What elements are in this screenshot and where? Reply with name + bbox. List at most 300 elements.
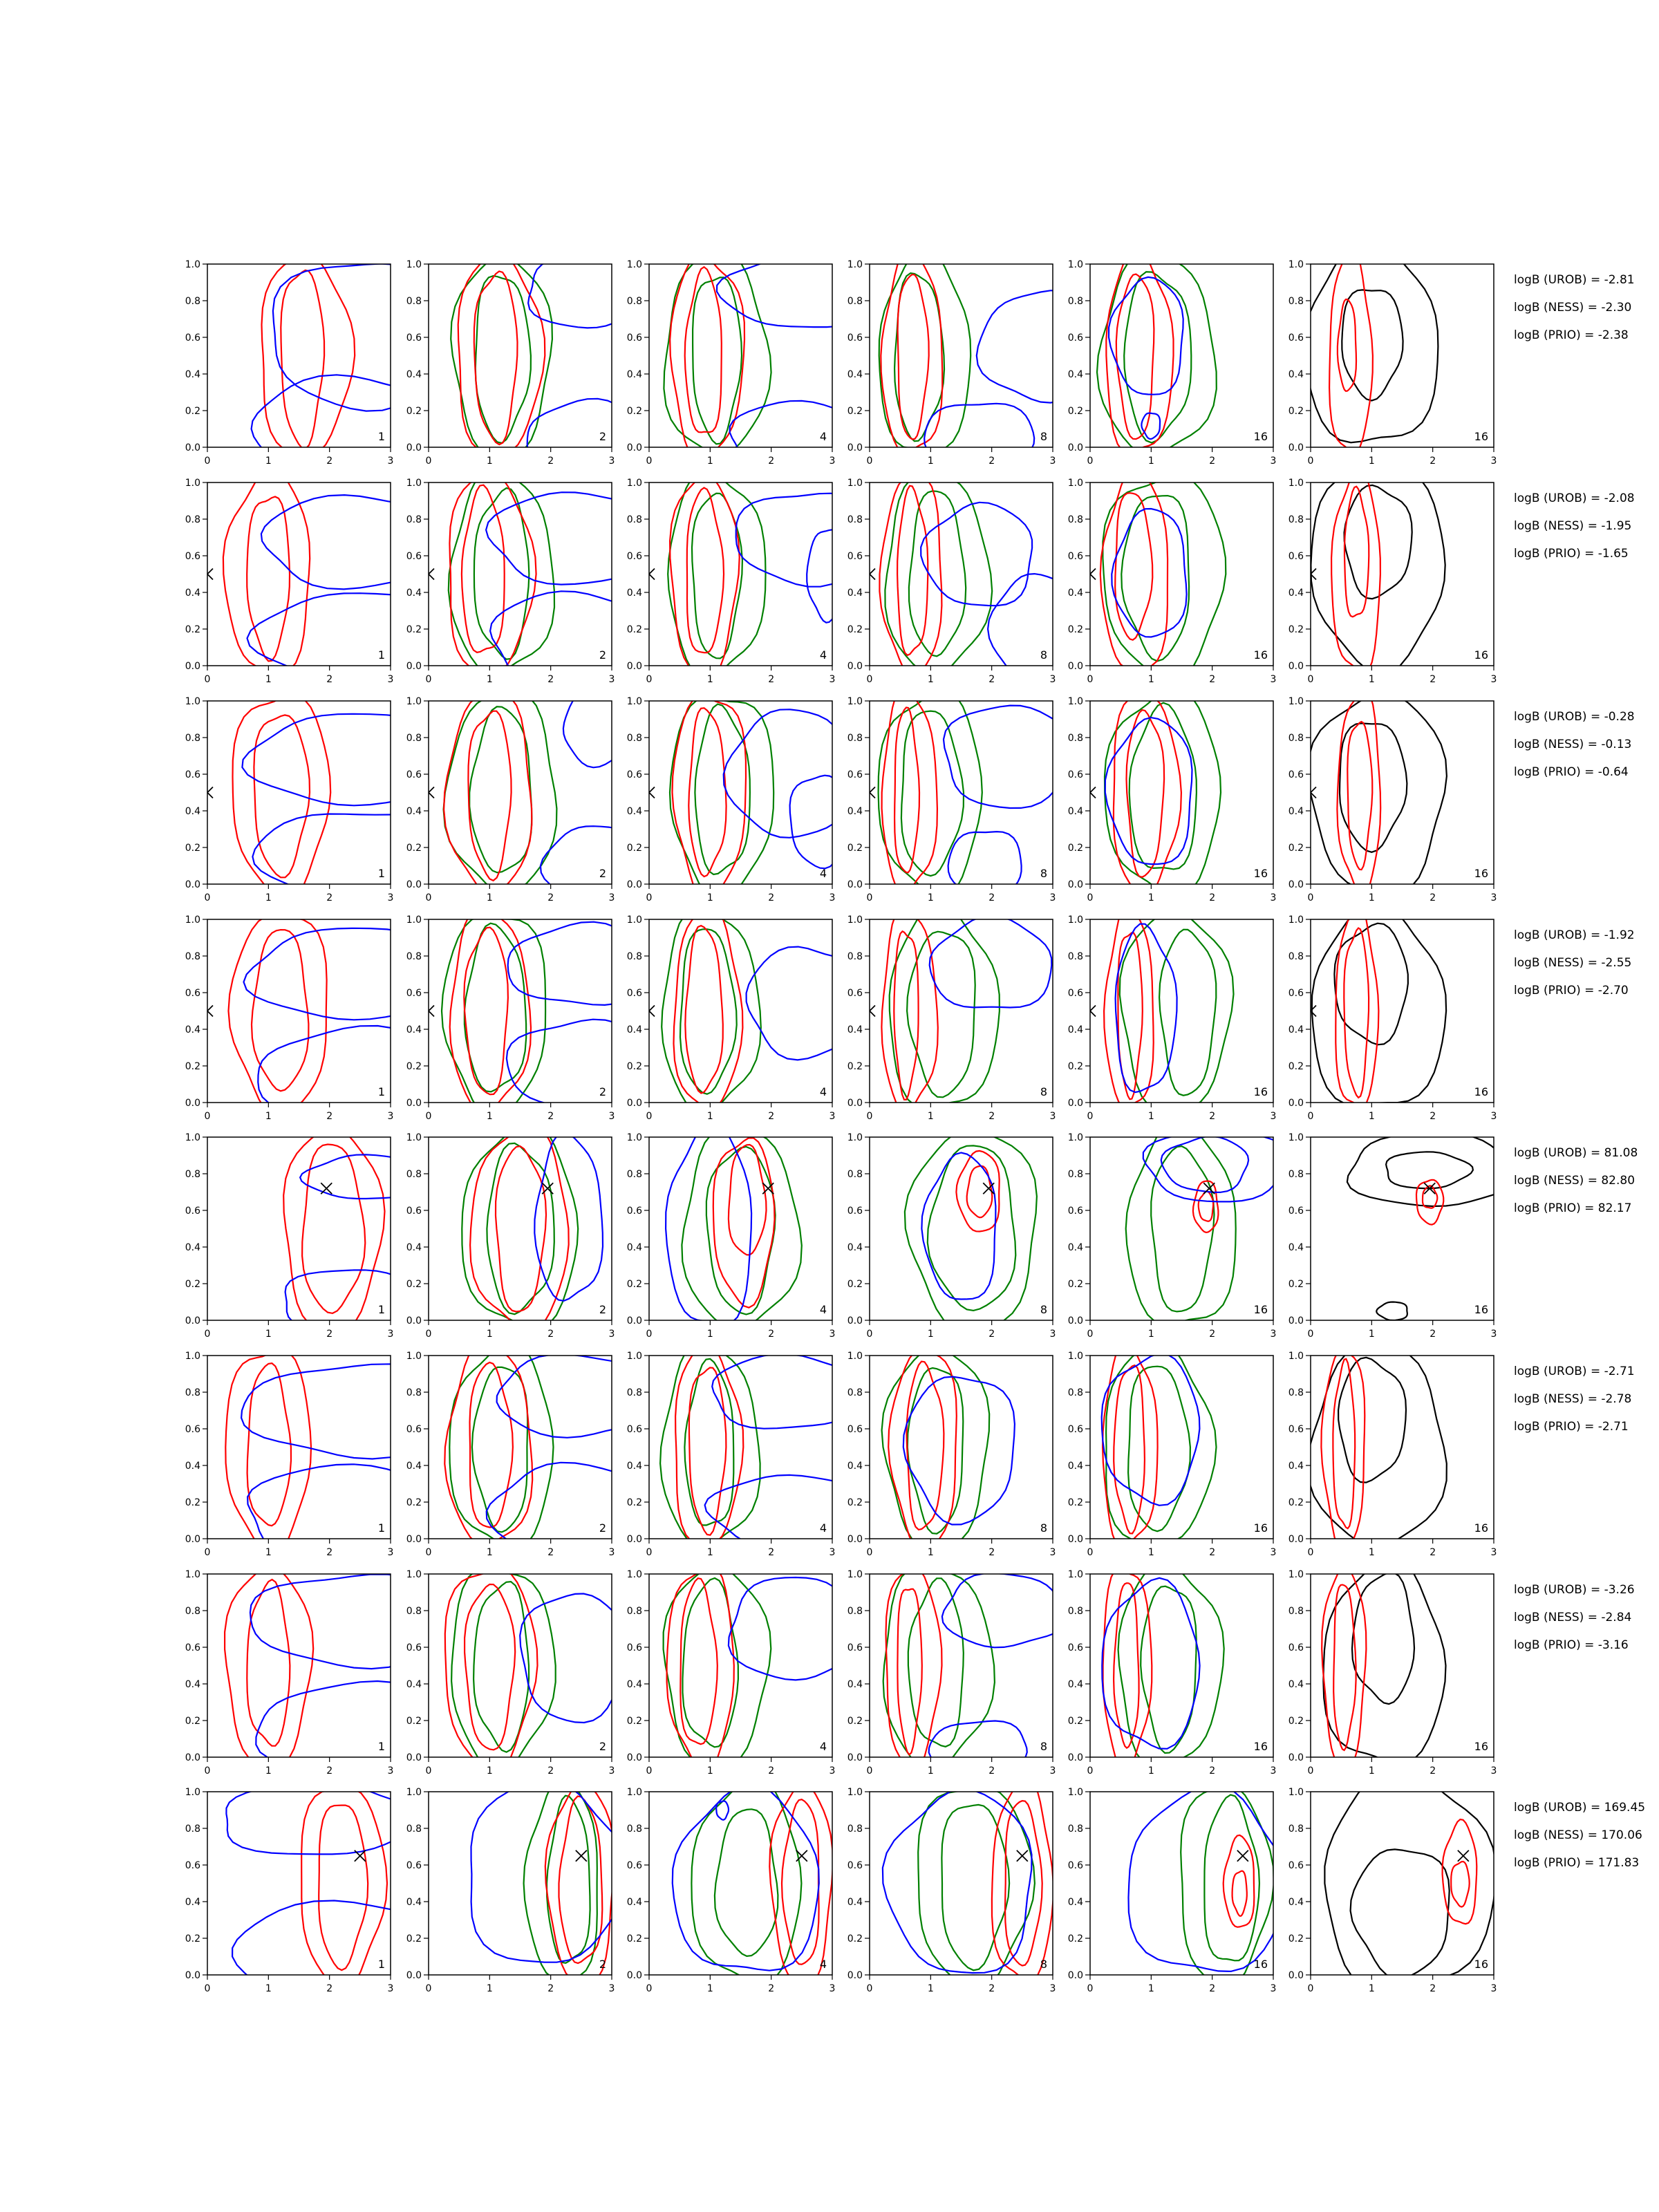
panel-label: 8 [1040, 1303, 1047, 1316]
y-tick-label: 0.4 [847, 588, 863, 599]
panel-label: 16 [1253, 867, 1268, 880]
x-tick-label: 0 [204, 1111, 211, 1122]
x-tick-label: 2 [326, 1329, 333, 1340]
y-tick-label: 0.2 [1288, 843, 1304, 854]
y-tick-label: 1.0 [626, 696, 642, 707]
y-tick-label: 0.0 [1288, 442, 1304, 453]
y-tick-label: 0.2 [1067, 843, 1083, 854]
y-tick-label: 0.2 [185, 406, 200, 417]
plot-background [207, 482, 391, 666]
y-tick-label: 0.6 [626, 1424, 642, 1435]
x-tick-label: 2 [1430, 892, 1436, 903]
panel-r8-c5 [1068, 1785, 1288, 1994]
y-tick-label: 0.6 [626, 551, 642, 562]
x-tick-label: 1 [927, 456, 934, 467]
y-tick-label: 1.0 [1067, 1787, 1083, 1798]
x-tick-label: 3 [608, 674, 615, 685]
y-tick-label: 0.6 [1067, 988, 1083, 999]
y-tick-label: 0.4 [847, 1897, 863, 1908]
y-tick-label: 0.6 [1288, 1642, 1304, 1653]
y-tick-label: 0.8 [1067, 1824, 1083, 1835]
panel-label: 2 [599, 1521, 606, 1535]
y-tick-label: 1.0 [847, 696, 863, 707]
y-tick-label: 0.6 [1288, 769, 1304, 780]
y-tick-label: 0.4 [1067, 806, 1083, 817]
x-tick-label: 0 [866, 1983, 873, 1994]
y-tick-label: 0.2 [626, 1933, 642, 1944]
panel-r4-c1 [185, 915, 466, 1122]
x-tick-label: 3 [1490, 1547, 1497, 1558]
panel-r2-c1 [185, 469, 460, 685]
x-tick-label: 2 [988, 674, 995, 685]
x-tick-label: 2 [988, 1111, 995, 1122]
x-tick-label: 0 [646, 892, 653, 903]
x-tick-label: 2 [547, 1111, 554, 1122]
x-tick-label: 3 [1270, 1547, 1277, 1558]
y-tick-label: 1.0 [1288, 1132, 1304, 1143]
x-tick-label: 1 [486, 1547, 493, 1558]
x-tick-label: 0 [204, 1547, 211, 1558]
y-tick-label: 0.4 [1288, 369, 1304, 380]
x-tick-label: 3 [1270, 456, 1277, 467]
y-tick-label: 0.2 [626, 1061, 642, 1072]
y-tick-label: 1.0 [626, 915, 642, 926]
x-tick-label: 0 [204, 674, 211, 685]
y-tick-label: 1.0 [1067, 915, 1083, 926]
y-tick-label: 0.6 [406, 332, 422, 344]
panel-label: 4 [819, 1740, 827, 1753]
y-tick-label: 1.0 [406, 259, 422, 270]
x-tick-label: 0 [866, 892, 873, 903]
panel-r1-c2 [406, 252, 653, 474]
y-tick-label: 0.2 [626, 624, 642, 635]
y-tick-label: 0.6 [847, 332, 863, 344]
x-tick-label: 2 [988, 1765, 995, 1777]
panel-r4-c5 [1068, 905, 1277, 1122]
panel-label: 1 [377, 1303, 385, 1316]
panel-label: 16 [1253, 1740, 1268, 1753]
x-tick-label: 3 [1490, 456, 1497, 467]
y-tick-label: 1.0 [406, 696, 422, 707]
y-tick-label: 0.8 [1288, 1606, 1304, 1617]
y-tick-label: 0.8 [406, 1169, 422, 1180]
x-tick-label: 3 [608, 892, 615, 903]
y-tick-label: 0.2 [847, 1716, 863, 1727]
y-tick-label: 1.0 [406, 478, 422, 489]
panel-r1-c3 [627, 252, 880, 475]
panel-r3-c2 [406, 691, 640, 907]
logb-value: logB (NESS) = 170.06 [1514, 1828, 1642, 1842]
x-tick-label: 0 [425, 1765, 432, 1777]
panel-r3-c6 [1288, 690, 1497, 903]
panel-r2-c4 [847, 473, 1074, 685]
x-tick-label: 2 [1209, 456, 1216, 467]
x-tick-label: 2 [1209, 1983, 1216, 1994]
x-tick-label: 2 [547, 674, 554, 685]
y-tick-label: 0.8 [626, 296, 642, 307]
x-tick-label: 0 [646, 1765, 653, 1777]
y-tick-label: 0.2 [1067, 624, 1083, 635]
panel-label: 4 [819, 1303, 827, 1316]
y-tick-label: 1.0 [406, 1132, 422, 1143]
y-tick-label: 0.0 [185, 1098, 200, 1109]
x-tick-label: 3 [387, 1765, 394, 1777]
x-tick-label: 1 [486, 1329, 493, 1340]
logb-value: logB (PRIO) = -2.38 [1514, 328, 1629, 342]
panel-label: 16 [1474, 1958, 1488, 1971]
x-tick-label: 2 [988, 1547, 995, 1558]
x-tick-label: 1 [927, 674, 934, 685]
x-tick-label: 2 [326, 456, 333, 467]
y-tick-label: 1.0 [185, 478, 200, 489]
y-tick-label: 0.4 [626, 1679, 642, 1690]
y-tick-label: 1.0 [1067, 1351, 1083, 1362]
panel-label: 8 [1040, 1085, 1047, 1098]
y-tick-label: 0.4 [626, 369, 642, 380]
x-tick-label: 2 [988, 1329, 995, 1340]
y-tick-label: 0.6 [626, 1642, 642, 1653]
y-tick-label: 0.4 [406, 1461, 422, 1472]
plot-background [429, 1137, 612, 1320]
y-tick-label: 1.0 [1067, 696, 1083, 707]
y-tick-label: 0.4 [1288, 1242, 1304, 1253]
panel-r6-c6 [1288, 1345, 1497, 1558]
y-tick-label: 0.8 [1067, 1169, 1083, 1180]
y-tick-label: 0.2 [185, 1061, 200, 1072]
y-tick-label: 0.0 [847, 1970, 863, 1981]
y-tick-label: 0.8 [847, 1387, 863, 1398]
plot-background [207, 1792, 391, 1975]
panel-label: 2 [599, 1303, 606, 1316]
row-5 [185, 1120, 1638, 1340]
panel-r5-c1 [185, 1127, 433, 1340]
x-tick-label: 1 [1147, 674, 1154, 685]
panel-r1-c5 [1068, 247, 1277, 467]
x-tick-label: 1 [927, 1983, 934, 1994]
x-tick-label: 2 [988, 456, 995, 467]
x-tick-label: 2 [547, 1547, 554, 1558]
x-tick-label: 3 [1270, 1329, 1277, 1340]
y-tick-label: 1.0 [1288, 1569, 1304, 1580]
x-tick-label: 1 [265, 1765, 272, 1777]
x-tick-label: 0 [646, 1329, 653, 1340]
y-tick-label: 0.6 [1288, 988, 1304, 999]
x-tick-label: 3 [608, 1329, 615, 1340]
y-tick-label: 0.6 [1067, 1860, 1083, 1871]
y-tick-label: 0.6 [406, 1642, 422, 1653]
panel-r8-c2 [406, 1777, 630, 1994]
y-tick-label: 0.8 [626, 1824, 642, 1835]
y-tick-label: 0.2 [1288, 1279, 1304, 1290]
x-tick-label: 1 [927, 892, 934, 903]
y-tick-label: 1.0 [847, 478, 863, 489]
y-tick-label: 1.0 [1067, 1569, 1083, 1580]
y-tick-label: 1.0 [1288, 478, 1304, 489]
x-tick-label: 2 [326, 1111, 333, 1122]
y-tick-label: 0.0 [1067, 1534, 1083, 1545]
y-tick-label: 0.6 [1067, 769, 1083, 780]
y-tick-label: 1.0 [185, 696, 200, 707]
y-tick-label: 1.0 [626, 1132, 642, 1143]
y-tick-label: 0.0 [406, 1970, 422, 1981]
y-tick-label: 0.8 [626, 1387, 642, 1398]
y-tick-label: 1.0 [626, 1787, 642, 1798]
logb-value: logB (UROB) = -1.92 [1514, 928, 1635, 942]
panel-label: 1 [377, 1958, 385, 1971]
x-tick-label: 0 [204, 1329, 211, 1340]
x-tick-label: 0 [204, 456, 211, 467]
panel-label: 16 [1253, 1958, 1268, 1971]
y-tick-label: 0.8 [406, 514, 422, 525]
x-tick-label: 1 [265, 456, 272, 467]
panel-r3-c5 [1068, 688, 1277, 903]
x-tick-label: 2 [768, 1547, 775, 1558]
y-tick-label: 0.8 [185, 733, 200, 744]
x-tick-label: 0 [1307, 1329, 1314, 1340]
y-tick-label: 0.4 [1067, 1679, 1083, 1690]
panel-r3-c4 [847, 686, 1082, 906]
x-tick-label: 2 [768, 674, 775, 685]
panel-label: 2 [599, 430, 606, 443]
row-3 [185, 686, 1635, 906]
x-tick-label: 2 [1430, 674, 1436, 685]
y-tick-label: 0.2 [626, 406, 642, 417]
x-tick-label: 1 [1368, 892, 1375, 903]
x-tick-label: 0 [1307, 892, 1314, 903]
x-tick-label: 0 [646, 456, 653, 467]
y-tick-label: 0.2 [406, 624, 422, 635]
panel-label: 8 [1040, 648, 1047, 662]
y-tick-label: 0.6 [185, 1860, 200, 1871]
x-tick-label: 0 [1307, 1547, 1314, 1558]
y-tick-label: 0.8 [185, 1606, 200, 1617]
x-tick-label: 1 [1368, 456, 1375, 467]
y-tick-label: 0.6 [185, 1424, 200, 1435]
y-tick-label: 0.4 [626, 588, 642, 599]
y-tick-label: 0.4 [626, 1897, 642, 1908]
x-tick-label: 0 [866, 1765, 873, 1777]
y-tick-label: 0.0 [626, 442, 642, 453]
x-tick-label: 2 [1209, 674, 1216, 685]
x-tick-label: 0 [425, 1547, 432, 1558]
y-tick-label: 0.6 [185, 332, 200, 344]
y-tick-label: 0.4 [406, 588, 422, 599]
panel-label: 16 [1253, 1085, 1268, 1098]
panel-r4-c3 [627, 907, 870, 1123]
y-tick-label: 0.4 [626, 806, 642, 817]
x-tick-label: 2 [326, 1983, 333, 1994]
y-tick-label: 0.0 [847, 1098, 863, 1109]
y-tick-label: 0.0 [1067, 442, 1083, 453]
panel-label: 1 [377, 1521, 385, 1535]
panel-r7-c5 [1068, 1562, 1277, 1777]
x-tick-label: 2 [768, 456, 775, 467]
y-tick-label: 0.2 [406, 406, 422, 417]
panel-label: 16 [1474, 1085, 1488, 1098]
y-tick-label: 0.6 [847, 769, 863, 780]
x-tick-label: 1 [486, 1111, 493, 1122]
logb-value: logB (PRIO) = 171.83 [1514, 1856, 1640, 1870]
y-tick-label: 0.0 [847, 879, 863, 890]
x-tick-label: 3 [387, 456, 394, 467]
y-tick-label: 0.6 [847, 1424, 863, 1435]
y-tick-label: 0.2 [406, 843, 422, 854]
y-tick-label: 0.4 [1067, 369, 1083, 380]
y-tick-label: 0.4 [1288, 1679, 1304, 1690]
x-tick-label: 3 [1049, 1765, 1056, 1777]
x-tick-label: 3 [829, 1547, 836, 1558]
y-tick-label: 0.4 [1067, 1897, 1083, 1908]
x-tick-label: 1 [486, 674, 493, 685]
x-tick-label: 0 [866, 456, 873, 467]
x-tick-label: 3 [608, 1983, 615, 1994]
y-tick-label: 0.4 [406, 1024, 422, 1035]
panel-label: 2 [599, 1958, 606, 1971]
y-tick-label: 0.8 [185, 951, 200, 962]
x-tick-label: 3 [1490, 892, 1497, 903]
x-tick-label: 2 [988, 1983, 995, 1994]
y-tick-label: 0.0 [847, 1315, 863, 1327]
x-tick-label: 2 [1430, 1765, 1436, 1777]
y-tick-label: 0.2 [1288, 406, 1304, 417]
y-tick-label: 0.8 [1067, 514, 1083, 525]
y-tick-label: 1.0 [406, 915, 422, 926]
logb-value: logB (PRIO) = -2.70 [1514, 984, 1629, 997]
y-tick-label: 0.6 [1067, 1206, 1083, 1217]
y-tick-label: 0.0 [406, 661, 422, 672]
y-tick-label: 0.8 [847, 951, 863, 962]
y-tick-label: 1.0 [185, 1351, 200, 1362]
y-tick-label: 1.0 [185, 1569, 200, 1580]
x-tick-label: 2 [1209, 892, 1216, 903]
panel-label: 1 [377, 430, 385, 443]
logb-value: logB (NESS) = -1.95 [1514, 519, 1632, 533]
x-tick-label: 2 [768, 892, 775, 903]
y-tick-label: 1.0 [1067, 1132, 1083, 1143]
logb-value: logB (PRIO) = -2.71 [1514, 1420, 1629, 1434]
plot-background [207, 264, 391, 447]
y-tick-label: 0.4 [847, 1461, 863, 1472]
y-tick-label: 0.8 [1288, 1169, 1304, 1180]
panel-label: 8 [1040, 867, 1047, 880]
y-tick-label: 0.0 [185, 442, 200, 453]
y-tick-label: 0.8 [406, 296, 422, 307]
x-tick-label: 1 [706, 674, 713, 685]
y-tick-label: 0.2 [1288, 1497, 1304, 1508]
y-tick-label: 0.2 [626, 1497, 642, 1508]
y-tick-label: 1.0 [847, 259, 863, 270]
y-tick-label: 0.8 [1288, 733, 1304, 744]
y-tick-label: 1.0 [626, 1351, 642, 1362]
y-tick-label: 0.6 [626, 1206, 642, 1217]
logb-value: logB (NESS) = -2.55 [1514, 956, 1632, 970]
y-tick-label: 0.6 [847, 551, 863, 562]
x-tick-label: 1 [1147, 1111, 1154, 1122]
panel-r2-c5 [1068, 467, 1277, 685]
y-tick-label: 0.8 [185, 1387, 200, 1398]
y-tick-label: 0.6 [847, 988, 863, 999]
y-tick-label: 0.0 [1067, 1752, 1083, 1763]
panel-r8-c6 [1288, 1766, 1497, 1994]
x-tick-label: 3 [608, 1765, 615, 1777]
y-tick-label: 0.8 [406, 951, 422, 962]
x-tick-label: 1 [486, 456, 493, 467]
plot-background [649, 482, 832, 666]
x-tick-label: 2 [1430, 1547, 1436, 1558]
y-tick-label: 0.0 [1288, 661, 1304, 672]
logb-value: logB (NESS) = -2.30 [1514, 301, 1632, 315]
plot-background [1090, 1356, 1273, 1539]
panel-label: 1 [377, 1085, 385, 1098]
x-tick-label: 3 [387, 1329, 394, 1340]
x-tick-label: 2 [768, 1983, 775, 1994]
x-tick-label: 1 [1147, 1329, 1154, 1340]
y-tick-label: 0.0 [185, 661, 200, 672]
y-tick-label: 0.4 [1288, 806, 1304, 817]
y-tick-label: 0.8 [185, 514, 200, 525]
y-tick-label: 0.0 [626, 1752, 642, 1763]
y-tick-label: 0.4 [406, 1242, 422, 1253]
x-tick-label: 1 [927, 1765, 934, 1777]
y-tick-label: 0.6 [626, 1860, 642, 1871]
y-tick-label: 1.0 [1288, 1787, 1304, 1798]
logb-value: logB (UROB) = -2.71 [1514, 1365, 1635, 1378]
x-tick-label: 0 [425, 1983, 432, 1994]
x-tick-label: 0 [425, 674, 432, 685]
plot-background [1090, 264, 1273, 447]
x-tick-label: 2 [1209, 1765, 1216, 1777]
logb-value: logB (PRIO) = 82.17 [1514, 1201, 1632, 1215]
y-tick-label: 0.6 [626, 332, 642, 344]
y-tick-label: 1.0 [626, 259, 642, 270]
y-tick-label: 0.6 [847, 1206, 863, 1217]
y-tick-label: 1.0 [185, 1132, 200, 1143]
y-tick-label: 0.4 [847, 1024, 863, 1035]
panel-r4-c6 [1288, 901, 1497, 1122]
y-tick-label: 0.8 [626, 733, 642, 744]
x-tick-label: 0 [1307, 674, 1314, 685]
panel-r8-c4 [847, 1776, 1056, 1994]
panel-r7-c2 [406, 1568, 633, 1777]
y-tick-label: 0.2 [185, 1716, 200, 1727]
x-tick-label: 2 [768, 1111, 775, 1122]
y-tick-label: 0.0 [1067, 1970, 1083, 1981]
x-tick-label: 2 [547, 1983, 554, 1994]
y-tick-label: 0.0 [406, 879, 422, 890]
y-tick-label: 0.2 [185, 843, 200, 854]
y-tick-label: 0.4 [1288, 588, 1304, 599]
x-tick-label: 0 [204, 1983, 211, 1994]
x-tick-label: 2 [768, 1765, 775, 1777]
plot-background [1311, 1137, 1494, 1320]
x-tick-label: 0 [1087, 1983, 1094, 1994]
logb-value: logB (PRIO) = -0.64 [1514, 765, 1629, 779]
y-tick-label: 0.8 [1067, 1606, 1083, 1617]
x-tick-label: 1 [1368, 674, 1375, 685]
y-tick-label: 0.0 [1288, 1534, 1304, 1545]
panel-r4-c4 [847, 903, 1056, 1122]
x-tick-label: 2 [1209, 1111, 1216, 1122]
y-tick-label: 1.0 [847, 1351, 863, 1362]
y-tick-label: 0.2 [1067, 1061, 1083, 1072]
y-tick-label: 0.4 [185, 369, 200, 380]
y-tick-label: 0.8 [1288, 951, 1304, 962]
y-tick-label: 0.2 [626, 1279, 642, 1290]
y-tick-label: 0.0 [185, 1752, 200, 1763]
y-tick-label: 1.0 [406, 1351, 422, 1362]
panel-label: 2 [599, 1085, 606, 1098]
x-tick-label: 3 [387, 674, 394, 685]
